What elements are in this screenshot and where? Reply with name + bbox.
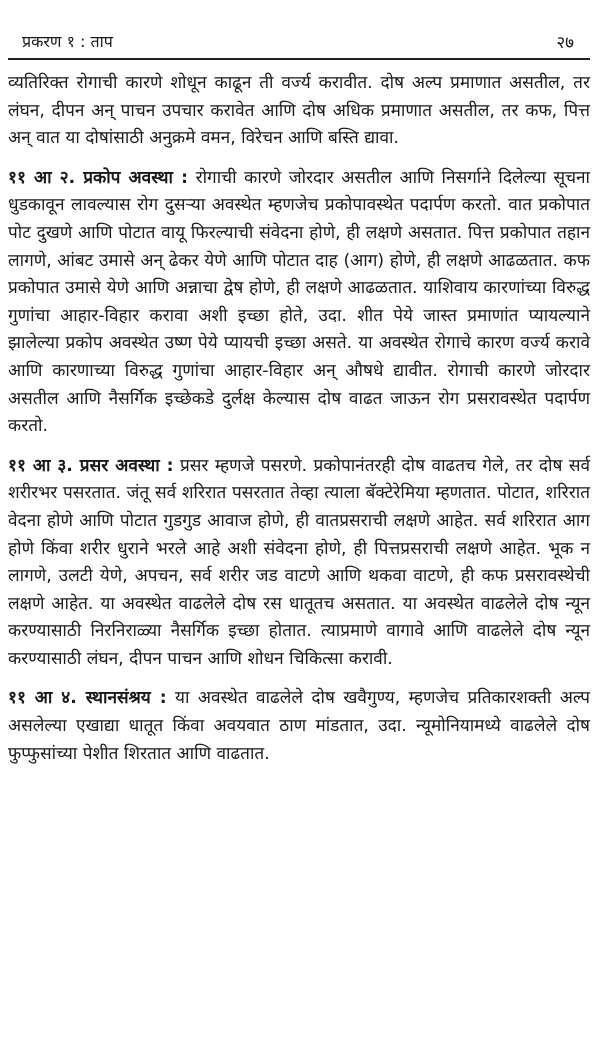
page-body [8,70,590,768]
paragraph-text: या अवस्थेत वाढलेले दोष खवैगुण्य, म्हणजेच प्रतिकारशक्ती अल्प असलेल्या एखाद्या धातूत किंवा अवयवात ठाण मांडतात, उदा. न्यूमोनियामध्ये वाढलेले दोष फुप्फुसांच्या पेशीत शिरतात आणि वाढतात. [8,688,590,764]
page-header [8,0,590,70]
header-rule [8,58,590,60]
paragraph-text: रोगाची कारणे जोरदार असतील आणि निसर्गाने दिलेल्या सूचना धुडकावून लावल्यास रोग दुसऱ्या अवस्थेत म्हणजेच प्रकोपावस्थेत पदार्पण करतो. वात प्रकोपात पोट दुखणे आणि पोटात वायू फिरल्याची संवेदना होणे, ही लक्षणे असतात. पित्त प्रकोपात तहान लागणे, आंबट उमासे अन् ढेकर येणे आणि पोटात दाह (आग) होणे, ही लक्षणे आढळतात. कफ प्रकोपात उमासे येणे आणि अन्नाचा द्वेष होणे, ही लक्षणे आढळतात. याशिवाय कारणांच्या विरुद्ध गुणांचा आहार-विहार करावा अशी इच्छा होते, उदा. शीत पेये जास्त प्रमाणांत प्यायल्याने झालेल्या प्रकोप अवस्थेत उष्ण पेये प्यायची इच्छा असते. या अवस्थेत रोगाचे कारण वर्ज्य करावे आणि कारणाच्या विरुद्ध गुणांचा आहार-विहार अन् औषधे द्यावीत. रोगाची कारणे जोरदार असतील आणि नैसर्गिक इच्छेकडे दुर्लक्ष केल्यास दोष वाढत जाऊन रोग प्रसरावस्थेत पदार्पण करतो. [8,167,591,437]
paragraph-prakop [8,165,590,441]
chapter-title: प्रकरण १ : ताप [22,32,113,51]
paragraph-sthansanshray [8,685,590,768]
paragraph-text: प्रसर म्हणजे पसरणे. प्रकोपानंतरही दोष वाढतच गेले, तर दोष सर्व शरीरभर पसरतात. जंतू सर्व शरिरात पसरतात तेव्हा त्याला बॅक्टेरेमिया म्हणतात. पोटात, शरिरात वेदना होणे आणि पोटात गुडगुड आवाज होणे, ही वातप्रसराची लक्षणे आहेत. सर्व शरिरात आग होणे किंवा शरीर धुराने भरले आहे अशी संवेदना होणे, ही पित्तप्रसराची लक्षणे आहेत. भूक न लागणे, उलटी येणे, अपचन, सर्व शरीर जड वाटणे आणि थकवा वाटणे, ही कफ प्रसरावस्थेची लक्षणे आहेत. या अवस्थेत वाढलेले दोष रस धातूतच असतात. या अवस्थेत वाढलेले दोष न्यून करण्यासाठी निरनिराळ्या नैसर्गिक इच्छा होतात. त्याप्रमाणे वागावे आणि वाढलेले दोष न्यून करण्यासाठी लंघन, दीपन पाचन आणि शोधन चिकित्सा करावी. [8,455,591,669]
section-heading: ११ आ २. प्रकोप अवस्था : [8,167,188,188]
section-heading: ११ आ ३. प्रसर अवस्था : [8,455,174,476]
page-number: २७ [556,33,574,53]
section-heading: ११ आ ४. स्थानसंश्रय : [8,688,167,709]
paragraph-text: व्यतिरिक्त रोगाची कारणे शोधून काढून ती वर्ज्य करावीत. दोष अल्प प्रमाणात असतील, तर लंघन, दीपन अन् पाचन उपचार करावेत आणि दोष अधिक प्रमाणात असतील, तर कफ, पित्त अन् वात या दोषांसाठी अनुक्रमे वमन, विरेचन आणि बस्ति द्यावा. [8,73,590,149]
paragraph-intro [8,70,590,153]
paragraph-prasar [8,453,590,674]
